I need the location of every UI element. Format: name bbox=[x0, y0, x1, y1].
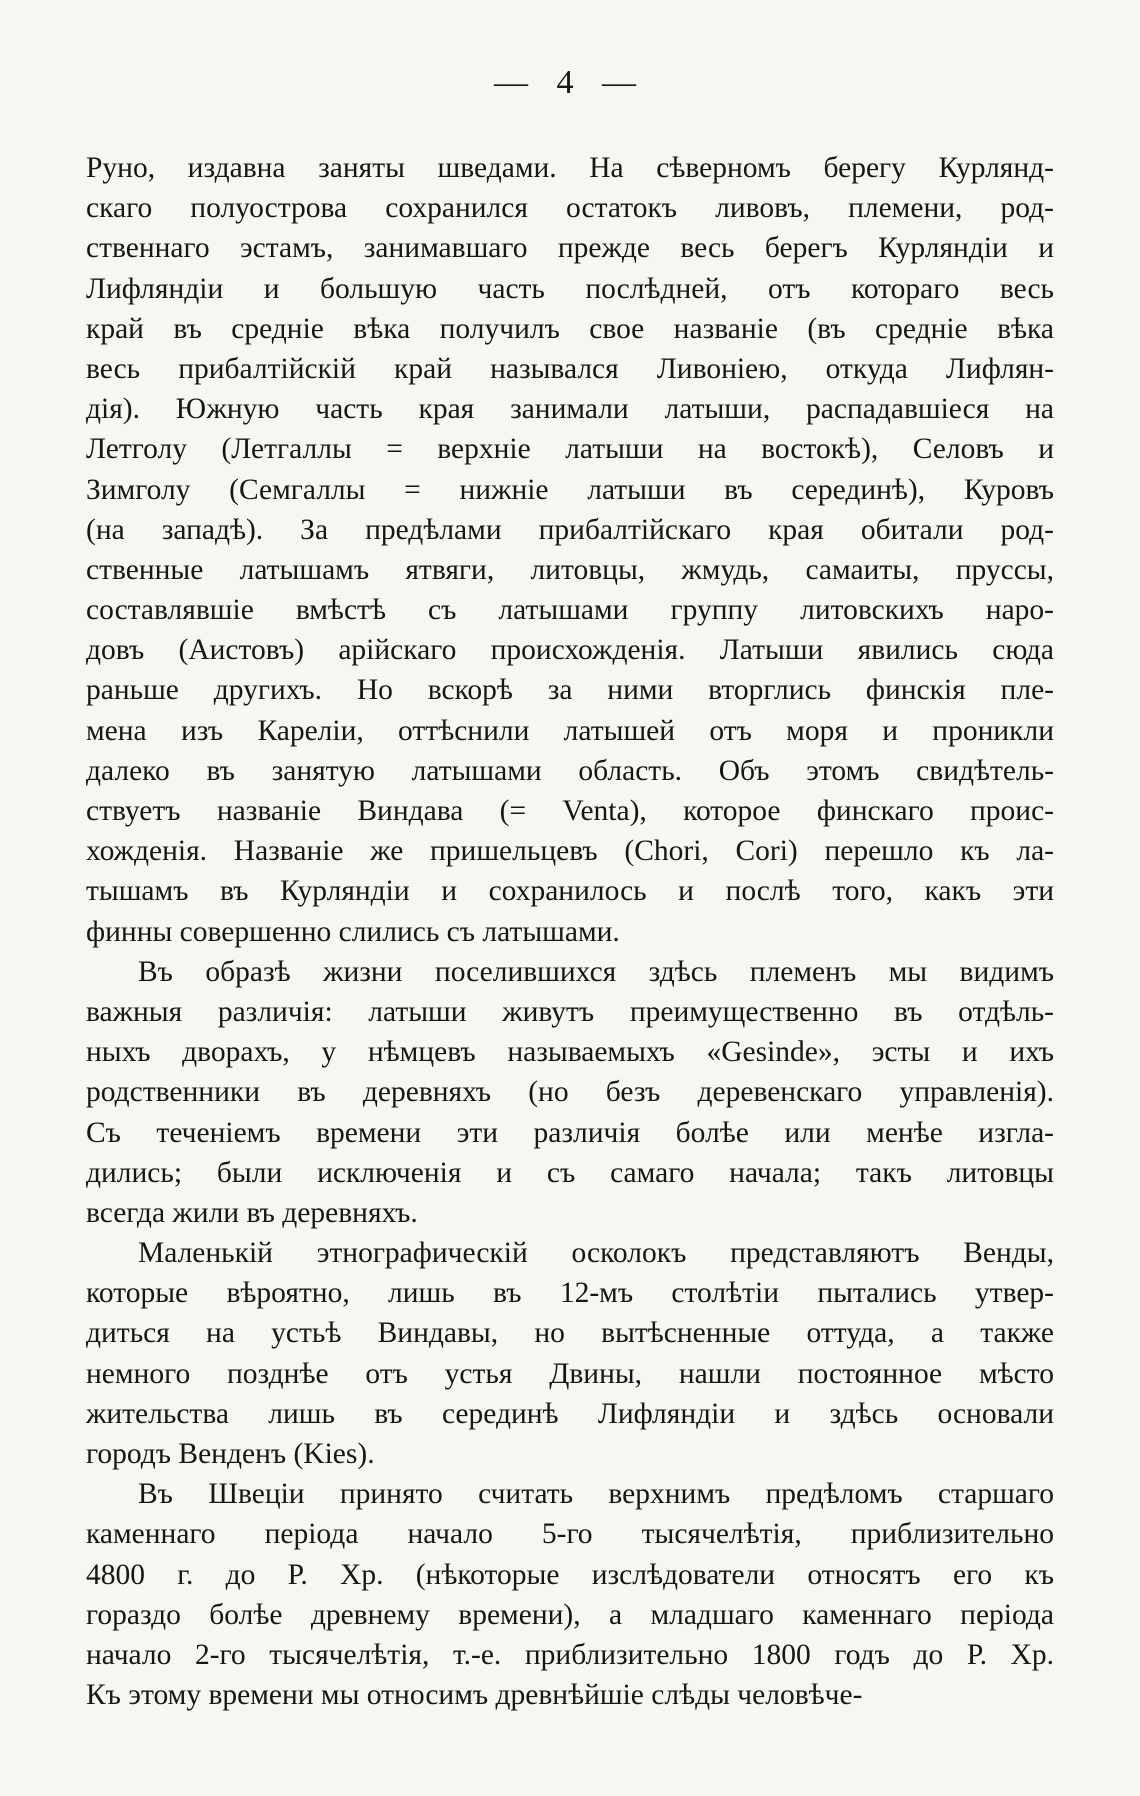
text-line: весь прибалтійскій край назывался Ливоніею, откуда Лифлян- bbox=[86, 352, 1054, 385]
paragraph bbox=[86, 148, 1054, 952]
text-line: 4800 г. до Р. Хр. (нѣкоторые изслѣдователи относятъ его къ bbox=[86, 1558, 1054, 1591]
text-line: важныя различія: латыши живутъ преимущественно въ отдѣль- bbox=[86, 995, 1054, 1028]
text-line: ственные латышамъ ятвяги, литовцы, жмудь, самаиты, пруссы, bbox=[86, 553, 1054, 586]
text-line: всегда жили въ деревняхъ. bbox=[86, 1196, 418, 1229]
text-line: Съ теченіемъ времени эти различія болѣе или менѣе изгла- bbox=[86, 1116, 1054, 1149]
text-line: дились; были исключенія и съ самаго начала; такъ литовцы bbox=[86, 1156, 1054, 1189]
text-line: скаго полуострова сохранился остатокъ ливовъ, племени, род- bbox=[86, 192, 1054, 225]
paragraph bbox=[86, 952, 1054, 1233]
text-line: каменнаго періода начало 5-го тысячелѣтія, приблизительно bbox=[86, 1518, 1054, 1551]
text-line: Зимголу (Семгаллы = нижніе латыши въ серединѣ), Куровъ bbox=[86, 473, 1054, 506]
text-line: Къ этому времени мы относимъ древнѣйшіе слѣды человѣче- bbox=[86, 1679, 863, 1712]
text-line: которые вѣроятно, лишь въ 12-мъ столѣтіи пытались утвер- bbox=[86, 1277, 1054, 1310]
paragraph bbox=[86, 1474, 1054, 1715]
paragraph bbox=[86, 1233, 1054, 1474]
text-line: Руно, издавна заняты шведами. На сѣверномъ берегу Курлянд- bbox=[86, 152, 1054, 184]
text-line: гораздо болѣе древнему времени), а младшаго каменнаго періода bbox=[86, 1598, 1054, 1631]
text-line: мена изъ Кареліи, оттѣснили латышей отъ моря и проникли bbox=[86, 714, 1054, 747]
text-line: (на западѣ). За предѣлами прибалтійскаго края обитали род- bbox=[86, 513, 1054, 546]
text-line: родственники въ деревняхъ (но безъ деревенскаго управленія). bbox=[86, 1076, 1054, 1109]
text-line: ствуетъ названіе Виндава (= Venta), которое финскаго проис- bbox=[86, 795, 1054, 827]
text-line: начало 2-го тысячелѣтія, т.-е. приблизительно 1800 годъ до Р. Хр. bbox=[86, 1638, 1054, 1671]
text-line: дія). Южную часть края занимали латыши, распадавшіеся на bbox=[86, 393, 1054, 426]
text-line: составлявшіе вмѣстѣ съ латышами группу литовскихъ наро- bbox=[86, 594, 1054, 627]
text-line: край въ средніе вѣка получилъ свое названіе (въ средніе вѣка bbox=[86, 312, 1054, 345]
text-line: Летголу (Летгаллы = верхніе латыши на востокѣ), Селовъ и bbox=[86, 433, 1054, 466]
text-line: Въ Швеціи принято считать верхнимъ предѣломъ старшаго bbox=[138, 1478, 1054, 1511]
text-line: хожденія. Названіе же пришельцевъ (Chori, Cori) перешло къ ла- bbox=[86, 835, 1054, 868]
text-line: жительства лишь въ серединѣ Лифляндіи и здѣсь основали bbox=[86, 1397, 1054, 1430]
text-line: диться на устьѣ Виндавы, но вытѣсненные оттуда, а также bbox=[86, 1317, 1054, 1350]
text-line: ственнаго эстамъ, занимавшаго прежде весь берегъ Курляндіи и bbox=[86, 232, 1054, 265]
text-line: Маленькій этнографическій осколокъ представляютъ Венды, bbox=[138, 1237, 1054, 1270]
text-line: городъ Венденъ (Kies). bbox=[86, 1438, 375, 1470]
page-number: — 4 — bbox=[494, 64, 646, 101]
body-text bbox=[86, 148, 1054, 1715]
text-line: Въ образѣ жизни поселившихся здѣсь племенъ мы видимъ bbox=[138, 955, 1054, 988]
text-line: немного позднѣе отъ устья Двины, нашли постоянное мѣсто bbox=[86, 1357, 1054, 1390]
text-line: финны совершенно слились съ латышами. bbox=[86, 915, 620, 948]
text-line: ныхъ дворахъ, у нѣмцевъ называемыхъ «Gesinde», эсты и ихъ bbox=[86, 1036, 1054, 1069]
text-line: Лифляндіи и большую часть послѣдней, отъ котораго весь bbox=[86, 272, 1054, 305]
text-line: тышамъ въ Курляндіи и сохранилось и послѣ того, какъ эти bbox=[86, 875, 1054, 908]
text-line: далеко въ занятую латышами область. Объ этомъ свидѣтель- bbox=[86, 754, 1054, 787]
text-line: раньше другихъ. Но вскорѣ за ними вторглись финскія пле- bbox=[86, 674, 1054, 707]
text-line: довъ (Аистовъ) арійскаго происхожденія. Латыши явились сюда bbox=[86, 634, 1054, 667]
